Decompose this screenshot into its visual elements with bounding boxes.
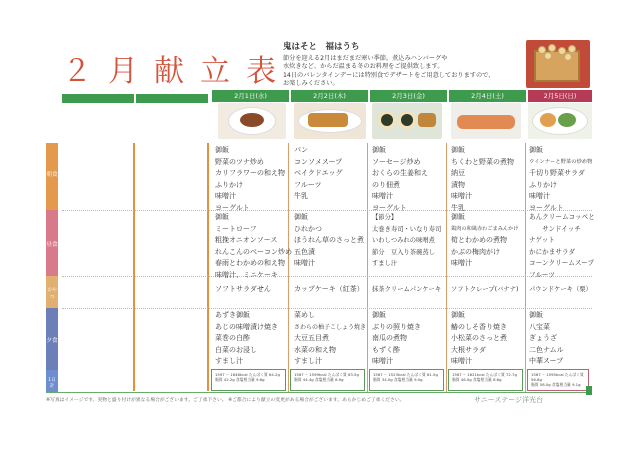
bean-shape <box>548 44 556 52</box>
inari-shape <box>418 113 436 127</box>
nutrition-line: 1567 ~ 1621kcal たんぱく質 72.7g <box>452 372 517 377</box>
meal-photo <box>372 103 442 139</box>
menu-item: ヨーグルト <box>215 203 250 212</box>
breakfast-menu <box>215 145 285 215</box>
menu-item: 鶏肉の和風赤わごまみんかけ <box>451 225 519 232</box>
dinner-label: 夕食 <box>46 338 58 344</box>
wooden-box-shape <box>534 50 580 82</box>
menu-item: 御飯 <box>529 146 543 154</box>
menu-item: ミートローフ <box>215 224 257 233</box>
menu-item: いわしつみれの味噌煮 <box>372 237 435 245</box>
nutrition-line: 脂質 58.0g 食塩相当量 9.1g <box>531 382 581 388</box>
dinner-menu <box>294 310 366 368</box>
gyoza-shape <box>540 113 556 127</box>
corner-mark <box>586 386 592 395</box>
row-divider <box>62 276 592 277</box>
menu-item: 納豆 <box>451 169 465 178</box>
nutrition-line: 脂質 42.2g 食塩相当量 9.6g <box>215 377 265 383</box>
menu-item: 味噌汁 <box>529 192 550 201</box>
menu-item: ソフトサラダせん <box>215 285 271 293</box>
notice-line: お楽しみください。 <box>283 80 339 88</box>
menu-item: ソーセージ炒め <box>372 157 421 166</box>
menu-item: 大根サラダ <box>451 345 486 354</box>
row-divider <box>62 308 592 309</box>
menu-item: 菜巻の白酢 <box>215 334 250 343</box>
sushi-shape <box>378 111 396 129</box>
menu-item: ウインナーと野菜の炒め物 <box>529 158 593 165</box>
menu-item: 太巻き寿司・いなり寿司 <box>372 225 442 233</box>
meal-photo <box>294 103 366 139</box>
nutrition-line: 脂質 44.4g 食塩相当量 8.9g <box>294 377 344 383</box>
menu-item: れんこんのべーコン炒め <box>215 247 292 256</box>
menu-item: 味噌汁 <box>372 357 393 366</box>
menu-item: 漬物 <box>451 180 465 189</box>
notice-text <box>283 55 505 89</box>
menu-item: パン <box>294 146 308 154</box>
notice-line: 水炊きなど、からだ温まる冬のお料理をご提供致します。 <box>283 63 444 71</box>
menu-item: 味噌汁 <box>372 192 393 201</box>
day-header: 2月4日(土) <box>449 90 526 102</box>
breakfast-label: 朝食 <box>46 172 58 178</box>
menu-item: 筍とわかめの煮物 <box>451 236 507 245</box>
menu-item: コンソメスープ <box>294 157 343 166</box>
column-divider <box>367 143 368 393</box>
dinner-menu <box>451 310 507 368</box>
sushi-shape <box>398 111 416 129</box>
menu-item: 御飯 <box>451 311 465 319</box>
blank-column-header <box>136 94 208 103</box>
column-divider <box>446 143 447 393</box>
menu-item: フルーツ <box>529 270 555 279</box>
menu-item: あじの味噌漬け焼き <box>215 322 278 331</box>
lunch-menu <box>215 212 292 282</box>
day-header: 2月2日(木) <box>291 90 368 102</box>
lunch-menu <box>529 212 595 282</box>
menu-item: 節分 豆入り茶碗蒸し <box>372 248 435 256</box>
menu-item: 味噌汁 <box>451 192 472 201</box>
dinner-menu <box>372 310 421 368</box>
snack-menu <box>294 284 364 296</box>
snack-menu <box>451 284 518 296</box>
cutlet-shape <box>308 113 348 127</box>
total-label: 1日計 <box>48 378 56 389</box>
snack-label: おやつ <box>47 288 57 300</box>
menu-item: 中華スープ <box>529 357 564 366</box>
menu-item: もずく酢 <box>372 345 400 354</box>
menu-item: 二色ナムル <box>529 345 564 354</box>
breakfast-menu <box>294 145 342 203</box>
menu-item: 粗挽オニオンソース <box>215 236 278 245</box>
nutrition-line: 脂質 34.0g 食塩相当量 9.0g <box>373 377 423 383</box>
menu-item: 御飯 <box>372 311 386 319</box>
menu-item: さわらの柚子こしょう焼き <box>294 323 367 331</box>
menu-item: 【節分】 <box>372 214 398 221</box>
menu-item: ぎょうざ <box>529 334 557 343</box>
menu-item: ふりかけ <box>529 180 557 189</box>
menu-item: コーンクリームスープ <box>529 259 595 268</box>
menu-item: 鰆のしそ香り焼き <box>451 322 507 331</box>
menu-item: すまし汁 <box>215 357 243 366</box>
day-header: 2月3日(金) <box>370 90 447 102</box>
menu-item: 味噌汁 <box>294 259 315 268</box>
menu-item: のり佃煮 <box>372 180 400 189</box>
menu-item: すまし汁 <box>372 260 398 268</box>
menu-item: 御飯 <box>372 146 386 154</box>
menu-item: 御飯 <box>215 146 229 154</box>
day-header: 2月1日(水) <box>212 90 289 102</box>
menu-item: 牛乳 <box>294 192 308 201</box>
menu-item: 味噌汁 <box>215 192 236 201</box>
menu-item: あんクリームコッペと <box>529 213 595 221</box>
nutrition-line: 1567 ~ 1595kcal たんぱく質 56.8g <box>531 372 584 383</box>
meatloaf-shape <box>240 113 264 127</box>
dinner-menu <box>529 310 564 368</box>
notice-heading: 鬼はそと 福はうち <box>283 42 360 52</box>
footnote: ※写真はイメージです。実物と盛り付けが異なる場合がございます。ご了承下さい。 ※ご都合により献立の変更がある場合がございます。あらかじめご了承ください。 <box>46 398 405 403</box>
nutrition-box <box>369 369 444 391</box>
menu-item: 御飯 <box>215 213 229 221</box>
dinner-menu <box>215 310 278 368</box>
menu-item: 大豆五目煮 <box>294 334 329 343</box>
bean-shape <box>564 53 572 61</box>
breakfast-menu <box>451 145 514 215</box>
notice-line: 節分を迎える2月はまだまだ寒い季節。煮込みハンバーグや <box>283 55 448 62</box>
blank-column-header <box>62 94 134 103</box>
bean-shape <box>568 45 576 53</box>
nutrition-line: 1567 ~ 1523kcal たんぱく質 61.5g <box>373 372 438 377</box>
menu-item: ソフトクレープ(バナナ) <box>451 286 519 293</box>
menu-item: サンドイッチ <box>529 224 581 233</box>
menu-item: パウンドケーキ（栗） <box>529 286 592 293</box>
meal-photo <box>218 103 286 139</box>
notice-box <box>283 40 505 89</box>
lunch-menu <box>451 212 518 270</box>
lunch-label: 昼食 <box>46 242 58 248</box>
menu-item: 春雨とわかめの和え物 <box>215 259 285 268</box>
nutrition-line: 1567 ~ 1599kcal たんぱく質 63.5g <box>294 372 359 377</box>
nutrition-box <box>290 369 365 391</box>
lunch-menu <box>372 212 441 270</box>
menu-item: ぶりの照り焼き <box>372 322 421 331</box>
nutrition-box <box>527 369 589 391</box>
menu-item: ふりかけ <box>215 180 243 189</box>
snack-menu <box>529 284 592 296</box>
menu-item: かにかまサラダ <box>529 247 576 256</box>
nutrition-box <box>448 369 523 391</box>
menu-item: 南瓜の煮物 <box>372 334 407 343</box>
menu-item: 御飯 <box>294 213 308 221</box>
setsubun-beans-image <box>526 40 590 88</box>
menu-item: 味噌汁 <box>451 357 472 366</box>
menu-item: 菜めし <box>294 311 315 319</box>
nutrition-line: 脂質 46.0g 食塩相当量 8.6g <box>452 377 502 383</box>
notice-line: 14日のバレンタインデーには特別食でデザートをご用意しておりますので、 <box>283 71 495 79</box>
footer-divider <box>46 392 592 393</box>
menu-item: かぶの梅肉がけ <box>451 247 500 256</box>
menu-item: 御飯 <box>451 213 465 221</box>
column-divider <box>525 143 526 393</box>
menu-item: ほうれん草のさっと煮 <box>294 236 364 245</box>
snack-menu <box>372 284 441 296</box>
column-divider <box>207 143 209 391</box>
menu-item: ベイクドエッグ <box>294 169 343 178</box>
bean-shape <box>544 52 552 60</box>
menu-item: 牛乳 <box>451 203 465 212</box>
vegetable-shape <box>558 113 576 127</box>
menu-item: ひれかつ <box>294 224 322 233</box>
day-header: 2月5日(日) <box>528 90 592 102</box>
meal-photo <box>451 103 521 139</box>
nutrition-line: 1597 ~ 1646kcal たんぱく質 64.2g <box>215 372 280 377</box>
menu-item: 味噌汁 <box>451 259 472 268</box>
menu-item: ヨーグルト <box>529 203 564 212</box>
menu-item: カップケーキ（紅茶） <box>294 285 364 293</box>
column-divider <box>133 143 135 391</box>
breakfast-menu <box>529 145 592 215</box>
menu-item: 味噌汁、ミニケーキ <box>215 270 278 279</box>
menu-item: カリフラワーの和え物 <box>215 169 285 178</box>
menu-item: 小松菜のさっと煮 <box>451 334 507 343</box>
menu-item: ナゲット <box>529 236 555 245</box>
menu-item: ヨーグルト <box>372 203 407 212</box>
snack-menu <box>215 284 271 296</box>
menu-item: 千切り野菜サラダ <box>529 169 585 178</box>
lunch-menu <box>294 212 364 270</box>
nutrition-box <box>211 369 286 391</box>
menu-item: 御飯 <box>451 146 465 154</box>
breakfast-menu <box>372 145 428 215</box>
menu-item: 抹茶クリームパンケーキ <box>372 286 442 293</box>
company-name: サニーステージ洋光台 <box>474 396 544 404</box>
menu-item: すまし汁 <box>294 357 322 366</box>
fish-shape <box>457 115 515 129</box>
page-title: ２月献立表 <box>62 54 292 89</box>
menu-item: 御飯 <box>529 311 543 319</box>
menu-item: フルーツ <box>294 180 322 189</box>
menu-item: おくらの生姜和え <box>372 169 428 178</box>
menu-item: 八宝菜 <box>529 322 550 331</box>
menu-item: 野菜のツナ炒め <box>215 157 264 166</box>
menu-item: 水菜の和え物 <box>294 345 336 354</box>
meal-photo <box>528 103 592 139</box>
menu-item: 白菜のお浸し <box>215 345 257 354</box>
menu-item: ちくわと野菜の煮物 <box>451 157 514 166</box>
menu-item: 五色漬 <box>294 247 315 256</box>
menu-item: あずき御飯 <box>215 311 250 319</box>
